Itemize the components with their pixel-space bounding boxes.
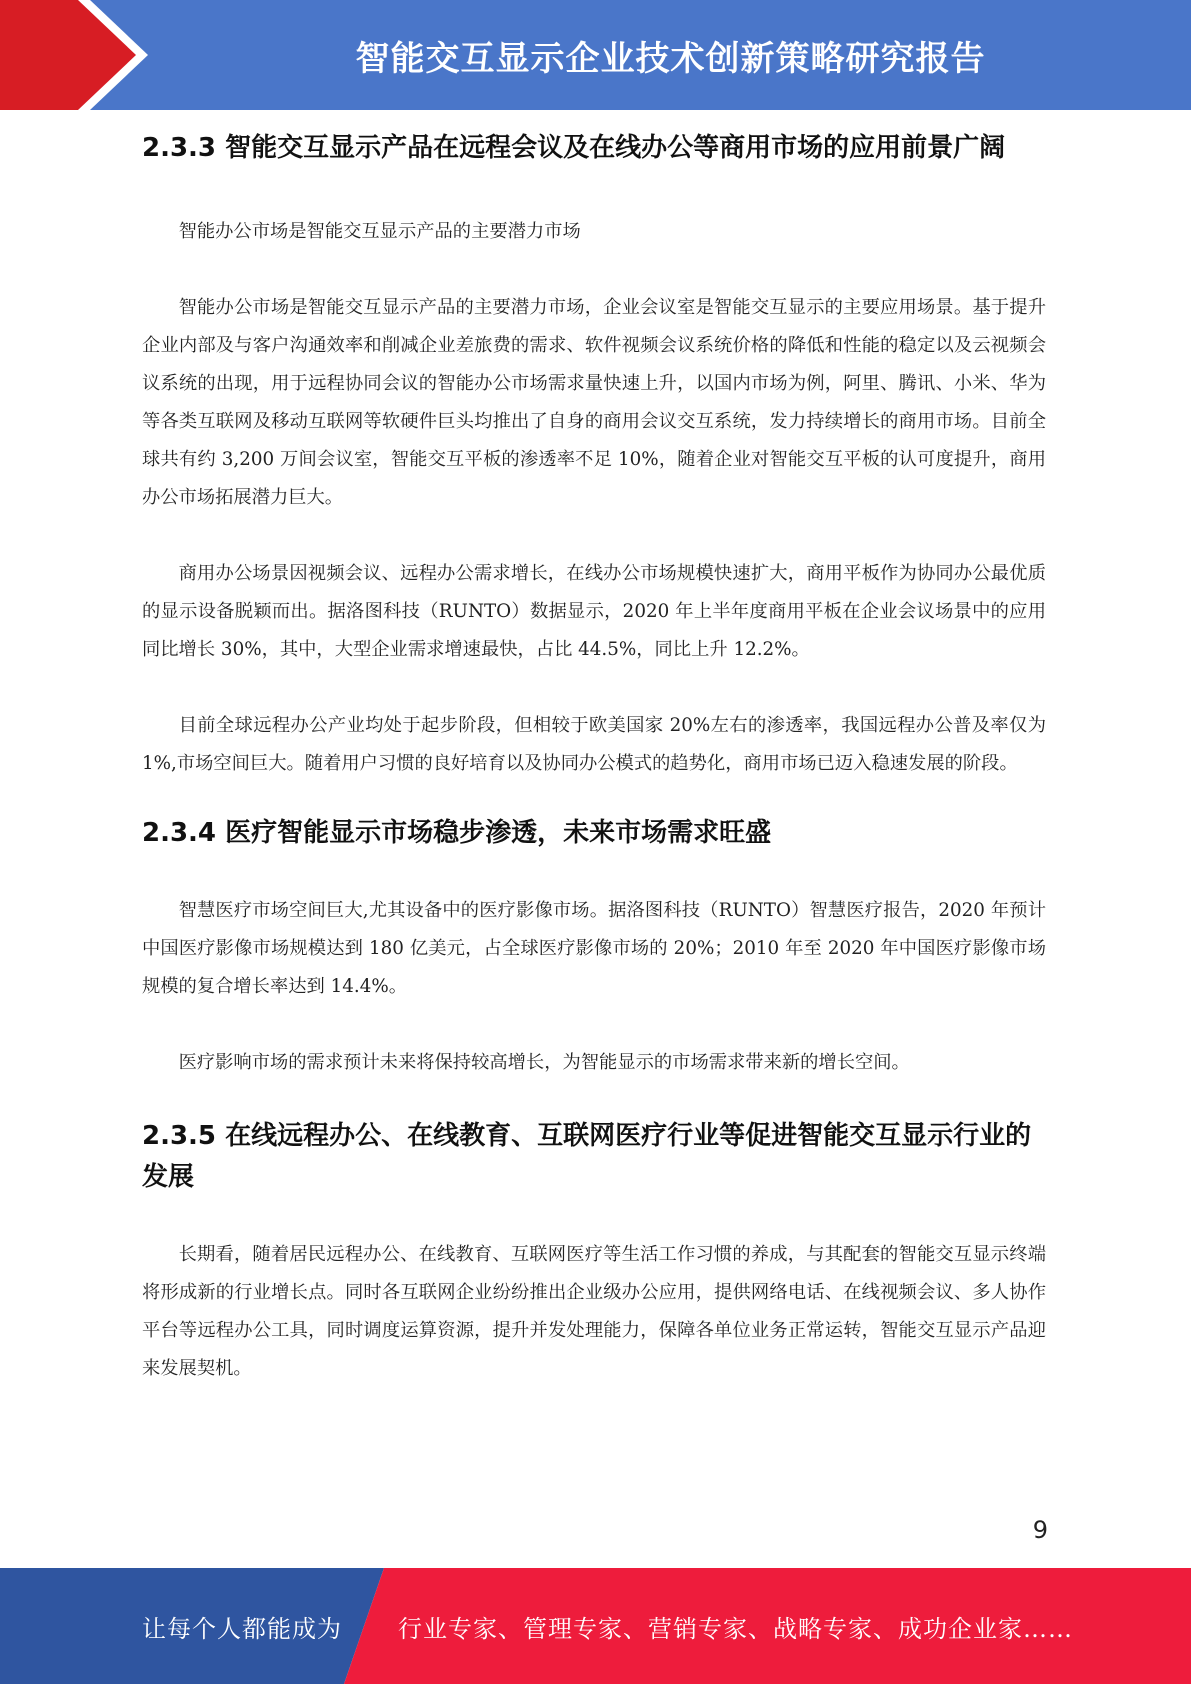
- footer-slogan-left: 让每个人都能成为: [142, 1614, 342, 1643]
- page-header: [0, 0, 1191, 110]
- section-heading-2-3-5: 2.3.5 在线远程办公、在线教育、互联网医疗行业等促进智能交互显示行业的发展: [142, 1121, 1032, 1192]
- paragraph: 智能办公市场是智能交互显示产品的主要潜力市场: [178, 221, 581, 242]
- paragraph: 目前全球远程办公产业均处于起步阶段，但相较于欧美国家 20%左右的渗透率，我国远程办公普及率仅为 1%,市场空间巨大。随着用户习惯的良好培育以及协同办公模式的趋势化，商用市场已迈入稳速发展的阶段。: [142, 715, 1046, 774]
- paragraph: 医疗影响市场的需求预计未来将保持较高增长，为智能显示的市场需求带来新的增长空间。: [178, 1052, 910, 1073]
- section-heading-2-3-4: 2.3.4 医疗智能显示市场稳步渗透，未来市场需求旺盛: [142, 818, 772, 848]
- page-number: 9: [1032, 1516, 1048, 1544]
- main-content: [142, 128, 1046, 1388]
- paragraph: 长期看，随着居民远程办公、在线教育、互联网医疗等生活工作习惯的养成，与其配套的智能交互显示终端将形成新的行业增长点。同时各互联网企业纷纷推出企业级办公应用，提供网络电话、在线视频会议、多人协作平台等远程办公工具，同时调度运算资源，提升并发处理能力，保障各单位业务正常运转，智能交互显示产品迎来发展契机。: [142, 1244, 1046, 1379]
- footer-slogan-right: 行业专家、管理专家、营销专家、战略专家、成功企业家……: [398, 1614, 1073, 1643]
- paragraph: 商用办公场景因视频会议、远程办公需求增长，在线办公市场规模快速扩大，商用平板作为协同办公最优质的显示设备脱颖而出。据洛图科技（RUNTO）数据显示，2020 年上半年度商用平板在企业会议场景中的应用同比增长 30%，其中，大型企业需求增速最快，占比 44.5%，同比上升 12.2%。: [142, 563, 1046, 660]
- header-chevron-decoration: [0, 0, 160, 110]
- page-footer: [0, 1568, 1191, 1684]
- report-title: 智能交互显示企业技术创新策略研究报告: [355, 38, 986, 79]
- paragraph: 智慧医疗市场空间巨大,尤其设备中的医疗影像市场。据洛图科技（RUNTO）智慧医疗报告，2020 年预计中国医疗影像市场规模达到 180 亿美元，占全球医疗影像市场的 20%；2010 年至 2020 年中国医疗影像市场规模的复合增长率达到 14.4%。: [142, 900, 1046, 997]
- paragraph: 智能办公市场是智能交互显示产品的主要潜力市场，企业会议室是智能交互显示的主要应用场景。基于提升企业内部及与客户沟通效率和削减企业差旅费的需求、软件视频会议系统价格的降低和性能的稳定以及云视频会议系统的出现，用于远程协同会议的智能办公市场需求量快速上升，以国内市场为例，阿里、腾讯、小米、华为等各类互联网及移动互联网等软硬件巨头均推出了自身的商用会议交互系统，发力持续增长的商用市场。目前全球共有约 3,200 万间会议室，智能交互平板的渗透率不足 10%，随着企业对智能交互平板的认可度提升，商用办公市场拓展潜力巨大。: [142, 297, 1046, 508]
- section-heading-2-3-3: 2.3.3 智能交互显示产品在远程会议及在线办公等商用市场的应用前景广阔: [142, 133, 1006, 163]
